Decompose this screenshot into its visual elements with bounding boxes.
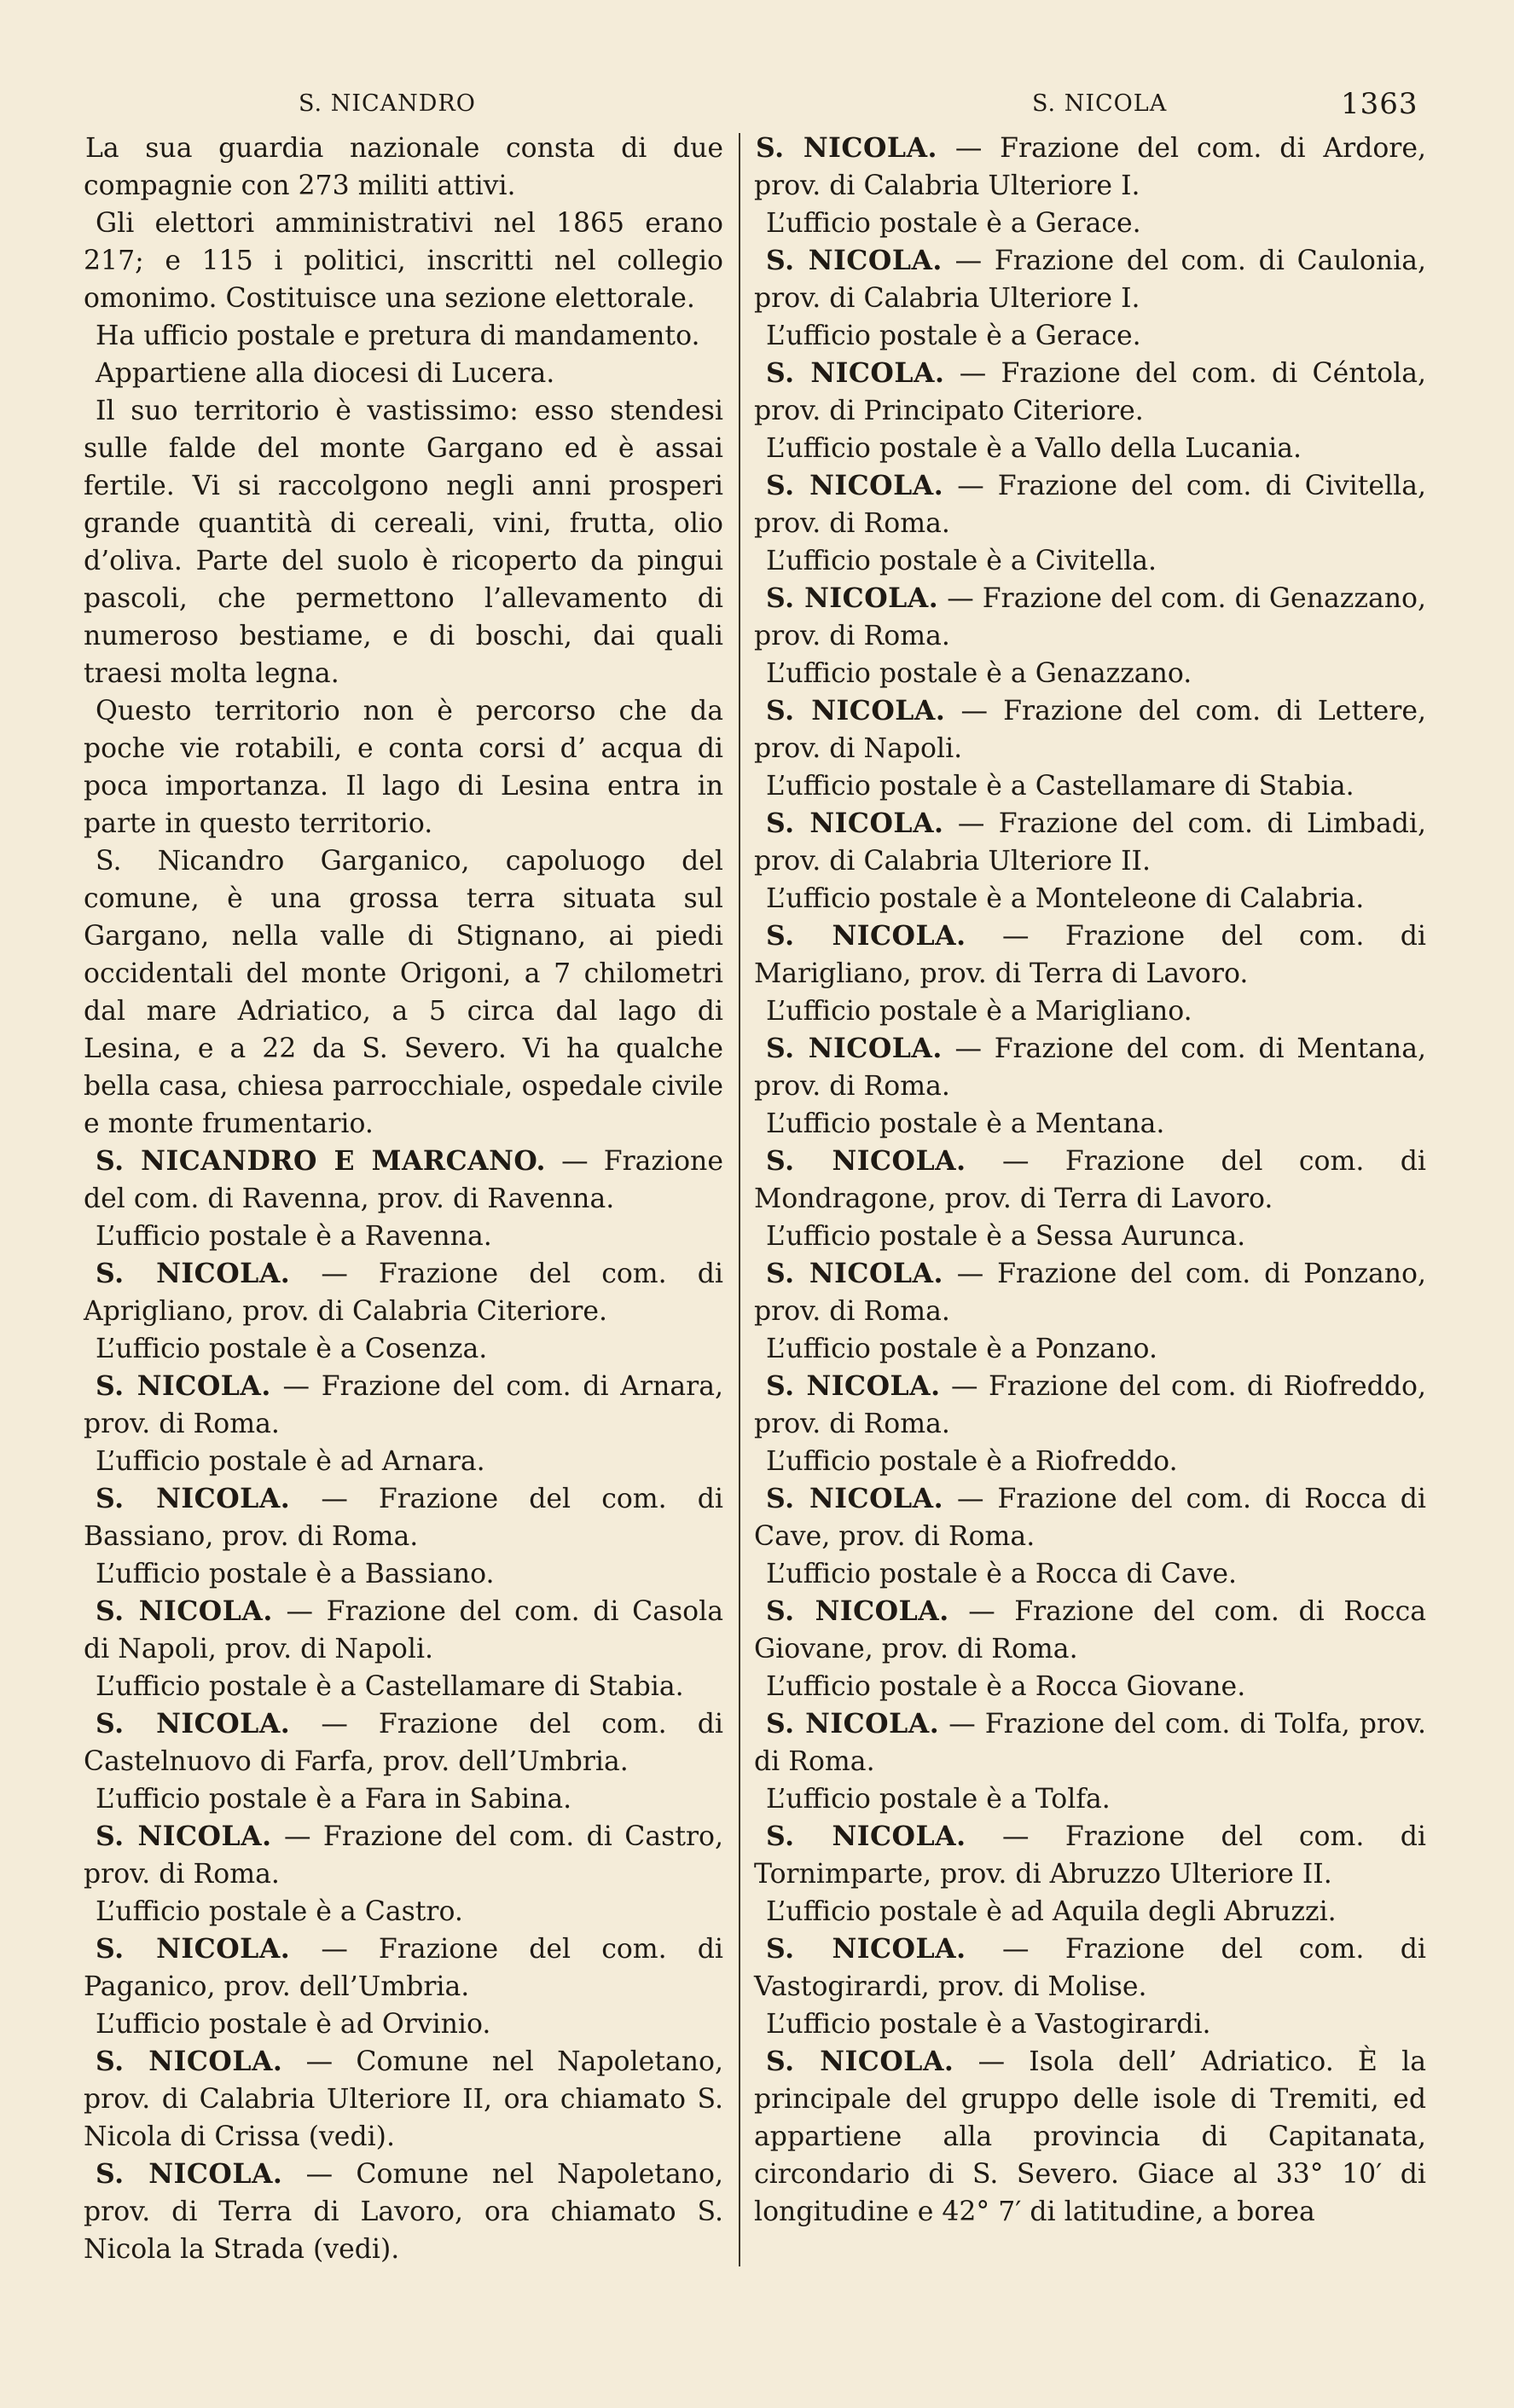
entry-text: L’ufficio postale è a Vastogirardi. [766, 2009, 1211, 2040]
entry-paragraph [754, 1143, 1426, 1218]
entry-paragraph [754, 1893, 1426, 1930]
entry-text: — Frazione del com. di Limbadi, prov. di Calabria Ulteriore II. [754, 808, 1426, 877]
entry-headword: S. NICOLA. [756, 132, 937, 164]
entry-paragraph [754, 2006, 1426, 2043]
entry-headword: S. NICOLA. [766, 695, 946, 726]
entry-text: Appartiene alla diocesi di Lucera. [96, 358, 555, 389]
entry-text: — Frazione del com. di Castro, prov. di Roma. [84, 1821, 724, 1890]
entry-text: — Frazione del com. di Marigliano, prov. di Terra di Lavoro. [754, 921, 1426, 989]
entry-paragraph [84, 205, 723, 317]
entry-paragraph [754, 317, 1426, 355]
entry-text: Il suo territorio è vastissimo: esso stendesi sulle falde del monte Gargano ed è assai fertile. Vi si raccolgono negli anni prosperi grande quantità di cereali, vini, frutta, olio d’oliva. Parte del suolo è ricoperto da pingui pascoli, che permettono l’allevamento di numeroso bestiame, e di boschi, dai quali traesi molta legna. [84, 396, 723, 689]
entry-paragraph [84, 2043, 723, 2156]
entry-text: L’ufficio postale è a Monteleone di Calabria. [766, 883, 1365, 914]
entry-paragraph [84, 1930, 723, 2006]
entry-text: L’ufficio postale è a Gerace. [766, 321, 1141, 351]
entry-text: L’ufficio postale è a Civitella. [766, 546, 1157, 576]
entry-text: — Frazione del com. di Paganico, prov. dell’Umbria. [84, 1934, 724, 2002]
entry-text: L’ufficio postale è a Ravenna. [96, 1221, 492, 1252]
entry-text: Questo territorio non è percorso che da poche vie rotabili, e conta corsi d’ acqua di poca importanza. Il lago di Lesina entra in parte in questo territorio. [84, 696, 723, 839]
entry-text: L’ufficio postale è a Cosenza. [96, 1334, 488, 1364]
entry-paragraph [754, 1255, 1426, 1330]
entry-headword: S. NICOLA. [766, 920, 966, 952]
entry-text: L’ufficio postale è a Mentana. [766, 1108, 1165, 1139]
entry-text: — Frazione del com. di Caulonia, prov. di Calabria Ulteriore I. [754, 246, 1426, 314]
entry-text: — Frazione del com. di Ravenna, prov. di Ravenna. [84, 1146, 723, 1214]
entry-text: — Comune nel Napoletano, prov. di Calabria Ulteriore II, ora chiamato S. Nicola di Crissa (vedi). [84, 2046, 723, 2152]
entry-paragraph [754, 655, 1426, 692]
entry-paragraph [754, 767, 1426, 805]
entry-paragraph [754, 467, 1426, 542]
entry-headword: S. NICOLA. [96, 1595, 273, 1627]
entry-text: La sua guardia nazionale consta di due compagnie con 273 militi attivi. [84, 133, 723, 201]
entry-paragraph [754, 1818, 1426, 1893]
entry-headword: S. NICOLA. [96, 1258, 291, 1289]
entry-paragraph [754, 1705, 1426, 1780]
entry-headword: S. NICOLA. [766, 1933, 966, 1965]
entry-text: L’ufficio postale è a Marigliano. [766, 996, 1192, 1027]
entry-paragraph [84, 2156, 723, 2268]
entry-paragraph [754, 1780, 1426, 1818]
entry-text: — Frazione del com. di Tornimparte, prov. di Abruzzo Ulteriore II. [754, 1821, 1426, 1890]
entry-text: — Frazione del com. di Vastogirardi, prov. di Molise. [754, 1934, 1426, 2002]
entry-paragraph [754, 1368, 1426, 1443]
entry-paragraph [754, 692, 1426, 767]
entry-paragraph [84, 1705, 723, 1780]
entry-headword: S. NICOLA. [96, 1370, 271, 1402]
entry-text: — Comune nel Napoletano, prov. di Terra di Lavoro, ora chiamato S. Nicola la Strada (vedi). [84, 2159, 723, 2265]
entry-text: L’ufficio postale è a Fara in Sabina. [96, 1784, 572, 1815]
entry-paragraph [754, 2043, 1426, 2231]
entry-paragraph [754, 580, 1426, 655]
entry-paragraph [84, 392, 723, 692]
entry-paragraph [84, 1330, 723, 1368]
entry-paragraph [84, 1218, 723, 1255]
entry-headword: S. NICOLA. [96, 1483, 291, 1514]
entry-paragraph [84, 842, 723, 1143]
entry-headword: S. NICOLA. [766, 807, 944, 839]
entry-paragraph [754, 1443, 1426, 1480]
entry-paragraph [84, 1255, 723, 1330]
entry-paragraph [754, 805, 1426, 880]
entry-paragraph [84, 130, 723, 205]
entry-text: Gli elettori amministrativi nel 1865 erano 217; e 115 i politici, inscritti nel collegio omonimo. Costituisce una sezione elettorale. [84, 208, 723, 314]
entry-headword: S. NICOLA. [766, 1033, 943, 1064]
entry-text: — Frazione del com. di Riofreddo, prov. di Roma. [754, 1371, 1426, 1439]
entry-headword: S. NICOLA. [96, 1708, 291, 1739]
entry-paragraph [754, 1105, 1426, 1143]
entry-text: — Frazione del com. di Mentana, prov. di Roma. [754, 1033, 1426, 1102]
entry-text: L’ufficio postale è ad Aquila degli Abruzzi. [766, 1896, 1337, 1927]
entry-text: S. Nicandro Garganico, capoluogo del comune, è una grossa terra situata sul Gargano, nella valle di Stignano, ai piedi occidentali del monte Origoni, a 7 chilometri dal mare Adriatico, a 5 circa dal lago di Lesina, e a 22 da S. Severo. Vi ha qualche bella casa, chiesa parrocchiale, ospedale civile e monte frumentario. [84, 846, 723, 1139]
entry-text: L’ufficio postale è a Castellamare di Stabia. [766, 771, 1354, 802]
entry-headword: S. NICOLA. [96, 2046, 283, 2077]
entry-text: L’ufficio postale è a Rocca di Cave. [766, 1559, 1238, 1589]
entry-text: — Frazione del com. di Ardore, prov. di Calabria Ulteriore I. [754, 133, 1427, 201]
entry-paragraph [754, 355, 1426, 430]
entry-headword: S. NICOLA. [766, 1145, 966, 1177]
entry-text: — Frazione del com. di Céntola, prov. di Principato Citeriore. [754, 358, 1426, 426]
entry-paragraph [84, 1818, 723, 1893]
entry-headword: S. NICOLA. [766, 245, 943, 276]
entry-paragraph [84, 1480, 723, 1555]
entry-headword: S. NICOLA. [766, 1370, 941, 1402]
entry-text: — Frazione del com. di Lettere, prov. di Napoli. [754, 696, 1426, 764]
entry-text: L’ufficio postale è a Vallo della Lucania. [766, 433, 1302, 464]
entry-text: L’ufficio postale è a Sessa Aurunca. [766, 1221, 1246, 1252]
entry-paragraph [84, 355, 723, 392]
entry-paragraph [84, 1780, 723, 1818]
entry-paragraph [754, 130, 1426, 205]
entry-headword: S. NICANDRO E MARCANO. [96, 1145, 546, 1177]
entry-paragraph [84, 1443, 723, 1480]
entry-headword: S. NICOLA. [766, 470, 944, 501]
entry-text: — Frazione del com. di Ponzano, prov. di Roma. [754, 1259, 1426, 1327]
entry-text: L’ufficio postale è a Riofreddo. [766, 1446, 1178, 1477]
entry-paragraph [754, 1593, 1426, 1668]
entry-paragraph [84, 1893, 723, 1930]
entry-paragraph [754, 430, 1426, 467]
entry-paragraph [754, 917, 1426, 993]
entry-headword: S. NICOLA. [766, 1483, 944, 1514]
entry-text: L’ufficio postale è a Genazzano. [766, 658, 1192, 689]
entry-paragraph [754, 993, 1426, 1030]
entry-paragraph [84, 1555, 723, 1593]
entry-headword: S. NICOLA. [96, 1933, 291, 1965]
entry-text: — Frazione del com. di Castelnuovo di Farfa, prov. dell’Umbria. [84, 1709, 724, 1777]
entry-text: L’ufficio postale è a Ponzano. [766, 1334, 1157, 1364]
entry-headword: S. NICOLA. [766, 1820, 966, 1852]
entry-paragraph [754, 242, 1426, 317]
entry-text: — Isola dell’ Adriatico. È la principale del gruppo delle isole di Tremiti, ed appartiene alla provincia di Capitanata, circondario di S. Severo. Giace al 33° 10′ di longitudine e 42° 7′ di latitudine, a borea [754, 2046, 1426, 2227]
entry-headword: S. NICOLA. [766, 582, 939, 614]
entry-text: — Frazione del com. di Genazzano, prov. di Roma. [754, 583, 1426, 651]
entry-text: L’ufficio postale è a Gerace. [766, 208, 1141, 239]
entry-paragraph [754, 1668, 1426, 1705]
entry-paragraph [84, 1593, 723, 1668]
entry-text: Ha ufficio postale e pretura di mandamento. [96, 321, 700, 351]
entry-text: — Frazione del com. di Rocca di Cave, prov. di Roma. [754, 1484, 1426, 1552]
entry-paragraph [754, 880, 1426, 917]
entry-text: — Frazione del com. di Mondragone, prov. di Terra di Lavoro. [754, 1146, 1426, 1214]
entry-paragraph [754, 1030, 1426, 1105]
entry-text: L’ufficio postale è a Tolfa. [766, 1784, 1111, 1815]
entry-text: L’ufficio postale è ad Orvinio. [96, 2009, 491, 2040]
entry-text: L’ufficio postale è a Castro. [96, 1896, 463, 1927]
entry-text: — Frazione del com. di Arnara, prov. di Roma. [84, 1371, 724, 1439]
entry-paragraph [754, 1930, 1426, 2006]
entry-headword: S. NICOLA. [96, 2158, 283, 2190]
entry-paragraph [754, 542, 1426, 580]
left-column [84, 130, 723, 2268]
entry-paragraph [84, 317, 723, 355]
entry-headword: S. NICOLA. [766, 357, 945, 389]
running-head-left: S. NICANDRO [299, 90, 476, 117]
entry-paragraph [754, 1218, 1426, 1255]
entry-text: — Frazione del com. di Civitella, prov. di Roma. [754, 471, 1426, 539]
entry-paragraph [754, 1480, 1426, 1555]
entry-paragraph [754, 205, 1426, 242]
entry-headword: S. NICOLA. [766, 1595, 949, 1627]
entry-paragraph [84, 1668, 723, 1705]
running-head-right: S. NICOLA [1032, 90, 1168, 117]
entry-headword: S. NICOLA. [766, 1258, 943, 1289]
entry-paragraph [84, 1143, 723, 1218]
entry-text: — Frazione del com. di Tolfa, prov. di Roma. [754, 1709, 1426, 1777]
right-column [754, 130, 1426, 2231]
entry-text: L’ufficio postale è a Bassiano. [96, 1559, 495, 1589]
entry-headword: S. NICOLA. [96, 1820, 272, 1852]
entry-headword: S. NICOLA. [766, 1708, 940, 1739]
entry-paragraph [754, 1330, 1426, 1368]
entry-paragraph [84, 1368, 723, 1443]
entry-text: — Frazione del com. di Aprigliano, prov. di Calabria Citeriore. [84, 1259, 724, 1327]
column-divider [739, 133, 740, 2266]
entry-text: L’ufficio postale è a Castellamare di Stabia. [96, 1671, 684, 1702]
entry-paragraph [84, 692, 723, 842]
entry-headword: S. NICOLA. [766, 2046, 954, 2077]
entry-text: — Frazione del com. di Casola di Napoli, prov. di Napoli. [84, 1596, 724, 1664]
page-number: 1363 [1341, 87, 1418, 121]
entry-text: L’ufficio postale è ad Arnara. [96, 1446, 485, 1477]
entry-paragraph [754, 1555, 1426, 1593]
entry-text: — Frazione del com. di Bassiano, prov. di Roma. [84, 1484, 724, 1552]
entry-text: — Frazione del com. di Rocca Giovane, prov. di Roma. [754, 1596, 1426, 1664]
entry-paragraph [84, 2006, 723, 2043]
entry-text: L’ufficio postale è a Rocca Giovane. [766, 1671, 1246, 1702]
